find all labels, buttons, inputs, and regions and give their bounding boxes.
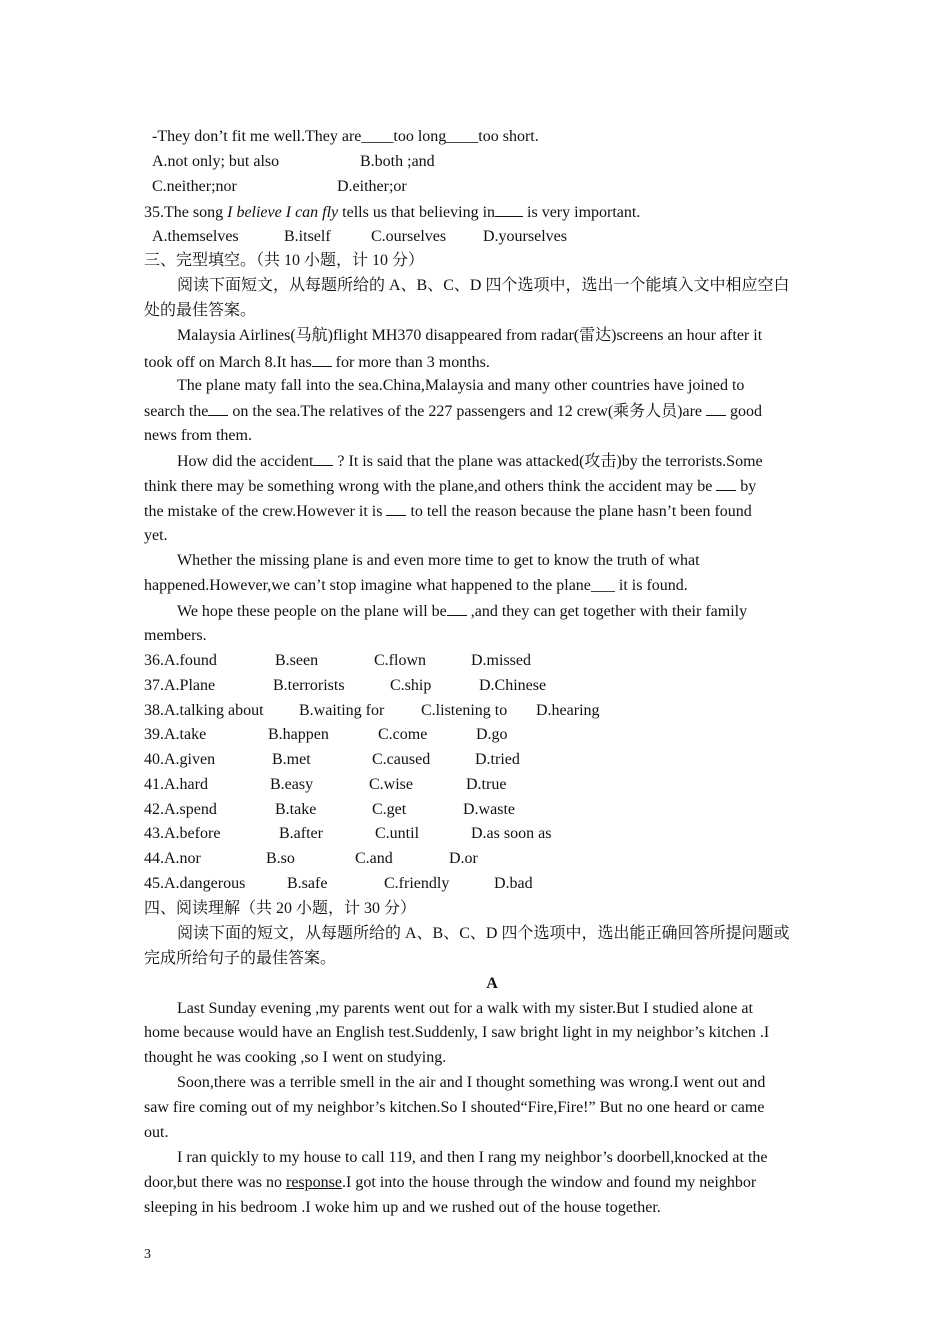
section4-heading: 四、阅读理解（共 20 小题，计 30 分） bbox=[144, 900, 417, 917]
reading-line: home because would have an English test.Suddenly, I saw bright light in my neighbor’s kitchen .I bbox=[144, 1024, 770, 1041]
cloze-line: happened.However,we can’t stop imagine what happened to the plane___ it is found. bbox=[144, 577, 688, 594]
reading-line: door,but there was no response.I got into the house through the window and found my neighbor bbox=[144, 1174, 757, 1191]
reading-line: I ran quickly to my house to call 119, and then I rang my neighbor’s doorbell,knocked at the bbox=[177, 1149, 768, 1166]
q35-options bbox=[152, 227, 567, 247]
cloze-line: The plane maty fall into the sea.China,Malaysia and many other countries have joined to bbox=[177, 377, 745, 394]
cloze-blank-40 bbox=[716, 476, 736, 491]
option-row-44: 44.A.nor B.so C.and D.or bbox=[144, 850, 478, 867]
cloze-blank-41 bbox=[386, 501, 406, 516]
cloze-blank-37 bbox=[208, 401, 228, 416]
section3-instruction-1: 阅读下面短文，从每题所给的 A、B、C、D 四个选项中，选出一个能填入文中相应空白 bbox=[177, 277, 790, 294]
option-row-45: 45.A.dangerous B.safe C.friendly D.bad bbox=[144, 875, 533, 892]
option-row-43: 43.A.before B.after C.until D.as soon as bbox=[144, 825, 552, 842]
section4-instruction-2: 完成所给句子的最佳答案。 bbox=[144, 950, 337, 967]
q34-option-b: B.both ;and bbox=[360, 153, 435, 170]
q35-blank bbox=[495, 202, 523, 217]
option-row-40: 40.A.given B.met C.caused D.tried bbox=[144, 751, 520, 768]
cloze-line: We hope these people on the plane will be ,and they can get together with their family bbox=[177, 603, 748, 620]
cloze-blank-36 bbox=[312, 352, 332, 367]
q34-dialogue-line: -They don’t fit me well.They are____too long____too short. bbox=[152, 128, 539, 145]
reading-line: out. bbox=[144, 1124, 169, 1141]
reading-line: Soon,there was a terrible smell in the air and I thought something was wrong.I went out and bbox=[177, 1074, 766, 1091]
cloze-blank-45 bbox=[447, 601, 467, 616]
cloze-line: think there may be something wrong with the plane,and others think the accident may be by bbox=[144, 478, 757, 495]
cloze-line: news from them. bbox=[144, 427, 252, 444]
q35-option-a: A.themselves bbox=[152, 228, 239, 245]
cloze-line: search the on the sea.The relatives of the 227 passengers and 12 crew(乘务人员)are good bbox=[144, 403, 763, 420]
q35-option-d: D.yourselves bbox=[483, 228, 567, 245]
underlined-word-response: response bbox=[286, 1174, 342, 1191]
q34-option-d: D.either;or bbox=[337, 178, 407, 195]
reading-line: Last Sunday evening ,my parents went out for a walk with my sister.But I studied alone at bbox=[177, 1000, 753, 1017]
cloze-line: How did the accident ? It is said that the plane was attacked(攻击)by the terrorists.Some bbox=[177, 453, 763, 470]
section3-heading: 三、完型填空。（共 10 小题，计 10 分） bbox=[144, 252, 425, 269]
reading-line: saw fire coming out of my neighbor’s kitchen.So I shouted“Fire,Fire!” But no one heard or came bbox=[144, 1099, 765, 1116]
q34-options-row-1 bbox=[152, 152, 435, 172]
cloze-line: Malaysia Airlines(马航)flight MH370 disappeared from radar(雷达)screens an hour after it bbox=[177, 327, 763, 344]
option-row-36: 36.A.found B.seen C.flown D.missed bbox=[144, 652, 531, 669]
q34-option-c: C.neither;nor bbox=[152, 178, 237, 195]
passage-a-label: A bbox=[486, 975, 498, 992]
cloze-blank-39 bbox=[313, 451, 333, 466]
option-row-41: 41.A.hard B.easy C.wise D.true bbox=[144, 776, 507, 793]
option-row-37: 37.A.Plane B.terrorists C.ship D.Chinese bbox=[144, 677, 547, 694]
q35-text-post: is very important. bbox=[523, 204, 641, 221]
option-row-39: 39.A.take B.happen C.come D.go bbox=[144, 726, 508, 743]
q35-option-b: B.itself bbox=[284, 228, 331, 245]
option-row-38: 38.A.talking about B.waiting for C.listening to D.hearing bbox=[144, 702, 600, 719]
q34-options-row-2 bbox=[152, 177, 407, 197]
cloze-blank-38 bbox=[706, 401, 726, 416]
q35-question bbox=[144, 202, 640, 223]
cloze-line: members. bbox=[144, 627, 207, 644]
cloze-line: Whether the missing plane is and even more time to get to know the truth of what bbox=[177, 552, 700, 569]
q35-text-mid: tells us that believing in bbox=[338, 204, 496, 221]
cloze-line: the mistake of the crew.However it is to tell the reason because the plane hasn’t been found bbox=[144, 503, 752, 520]
q35-song-title: I believe I can fly bbox=[227, 204, 339, 221]
cloze-line: yet. bbox=[144, 527, 168, 544]
section3-instruction-2: 处的最佳答案。 bbox=[144, 302, 257, 319]
page-number: 3 bbox=[144, 1247, 151, 1262]
reading-line: thought he was cooking ,so I went on studying. bbox=[144, 1049, 447, 1066]
section4-instruction-1: 阅读下面的短文，从每题所给的 A、B、C、D 四个选项中，选出能正确回答所提问题或 bbox=[177, 925, 790, 942]
option-row-42: 42.A.spend B.take C.get D.waste bbox=[144, 801, 515, 818]
q35-text-pre: 35.The song bbox=[144, 204, 228, 221]
reading-line: sleeping in his bedroom .I woke him up and we rushed out of the house together. bbox=[144, 1199, 661, 1216]
cloze-line: took off on March 8.It has for more than 3 months. bbox=[144, 354, 490, 371]
q35-option-c: C.ourselves bbox=[371, 228, 447, 245]
q34-option-a: A.not only; but also bbox=[152, 153, 280, 170]
